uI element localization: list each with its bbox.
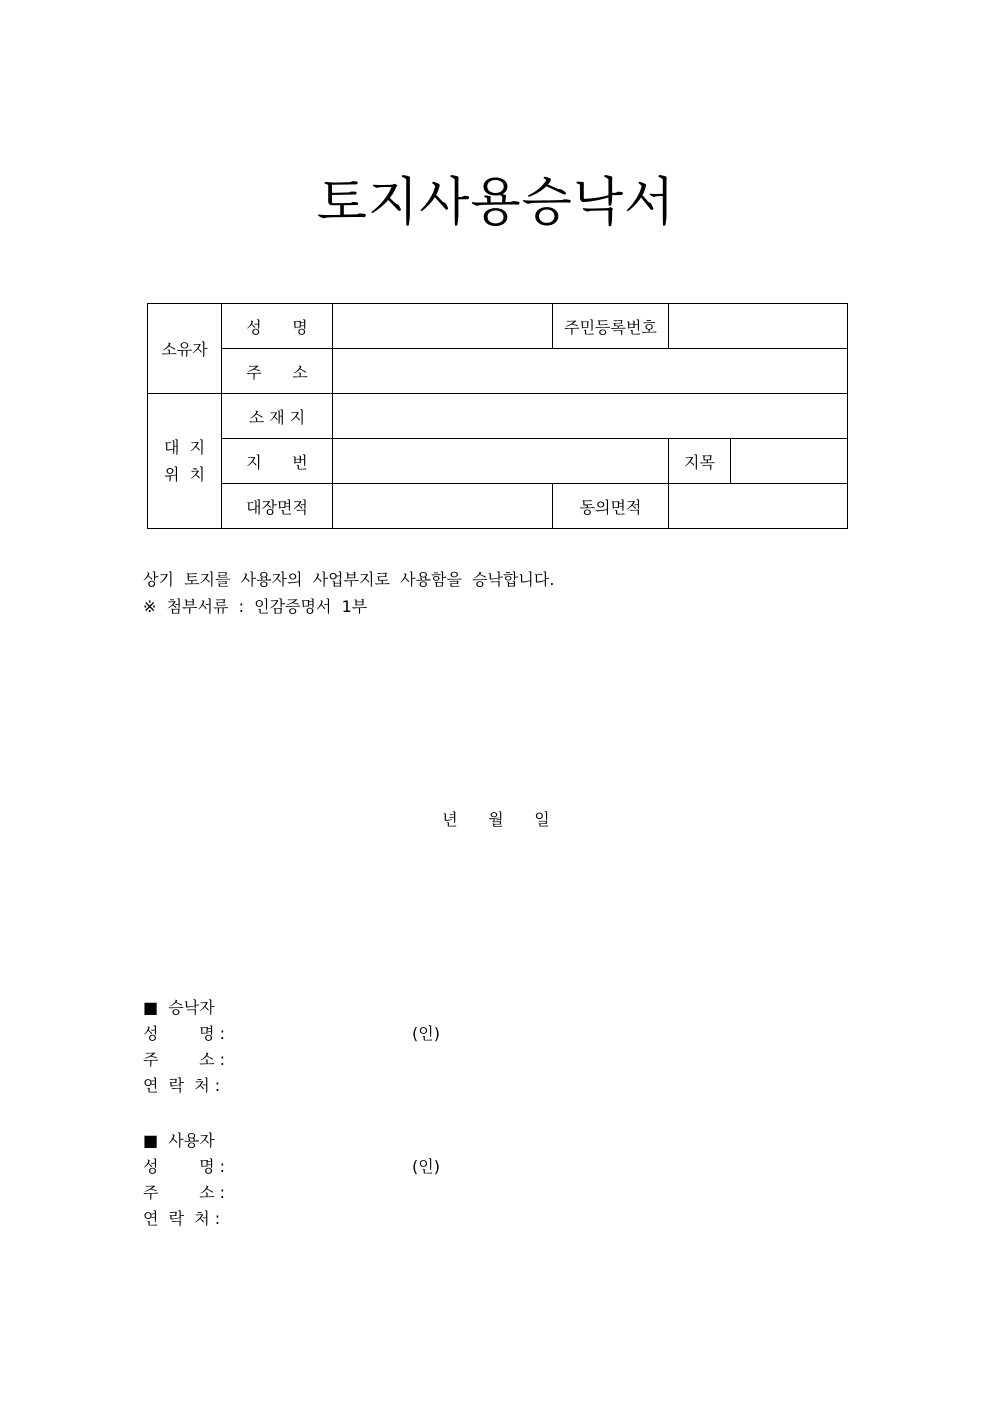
consent-statement: 상기 토지를 사용자의 사업부지로 사용함을 승낙합니다. (143, 570, 555, 589)
rrn-label: 주민등록번호 (553, 304, 669, 349)
date-line: 년 월 일 (442, 810, 550, 829)
location-label: 소 재 지 (222, 394, 333, 439)
consent-area-field[interactable] (669, 484, 848, 529)
land-location-group-label (148, 394, 222, 529)
user-name-label: 성 명 : (143, 1157, 226, 1176)
owner-group-label: 소유자 (148, 304, 222, 394)
grantor-heading: ■ 승낙자 (143, 998, 215, 1017)
land-group-line1: 대 지 (163, 438, 206, 457)
document-title: 토지사용승낙서 (316, 173, 676, 233)
rrn-field[interactable] (669, 304, 848, 349)
land-group-line2: 위 치 (163, 465, 206, 484)
grantor-name-label: 성 명 : (143, 1024, 226, 1043)
land-category-label: 지목 (669, 439, 731, 484)
grantor-address-label: 주 소 : (143, 1050, 226, 1069)
owner-name-label: 성 명 (222, 304, 333, 349)
owner-name-field[interactable] (333, 304, 553, 349)
user-heading: ■ 사용자 (143, 1131, 215, 1150)
register-area-field[interactable] (333, 484, 553, 529)
owner-address-field[interactable] (333, 349, 848, 394)
land-category-field[interactable] (731, 439, 848, 484)
land-info-table (147, 303, 848, 529)
attachment-note: ※ 첨부서류 : 인감증명서 1부 (143, 597, 368, 616)
grantor-seal: (인) (412, 1024, 440, 1043)
grantor-contact-label: 연 락 처 : (143, 1076, 221, 1095)
user-contact-label: 연 락 처 : (143, 1209, 221, 1228)
user-seal: (인) (412, 1157, 440, 1176)
user-address-label: 주 소 : (143, 1183, 226, 1202)
lot-number-label: 지 번 (222, 439, 333, 484)
owner-address-label: 주 소 (222, 349, 333, 394)
register-area-label: 대장면적 (222, 484, 333, 529)
consent-area-label: 동의면적 (553, 484, 669, 529)
lot-number-field[interactable] (333, 439, 669, 484)
location-field[interactable] (333, 394, 848, 439)
